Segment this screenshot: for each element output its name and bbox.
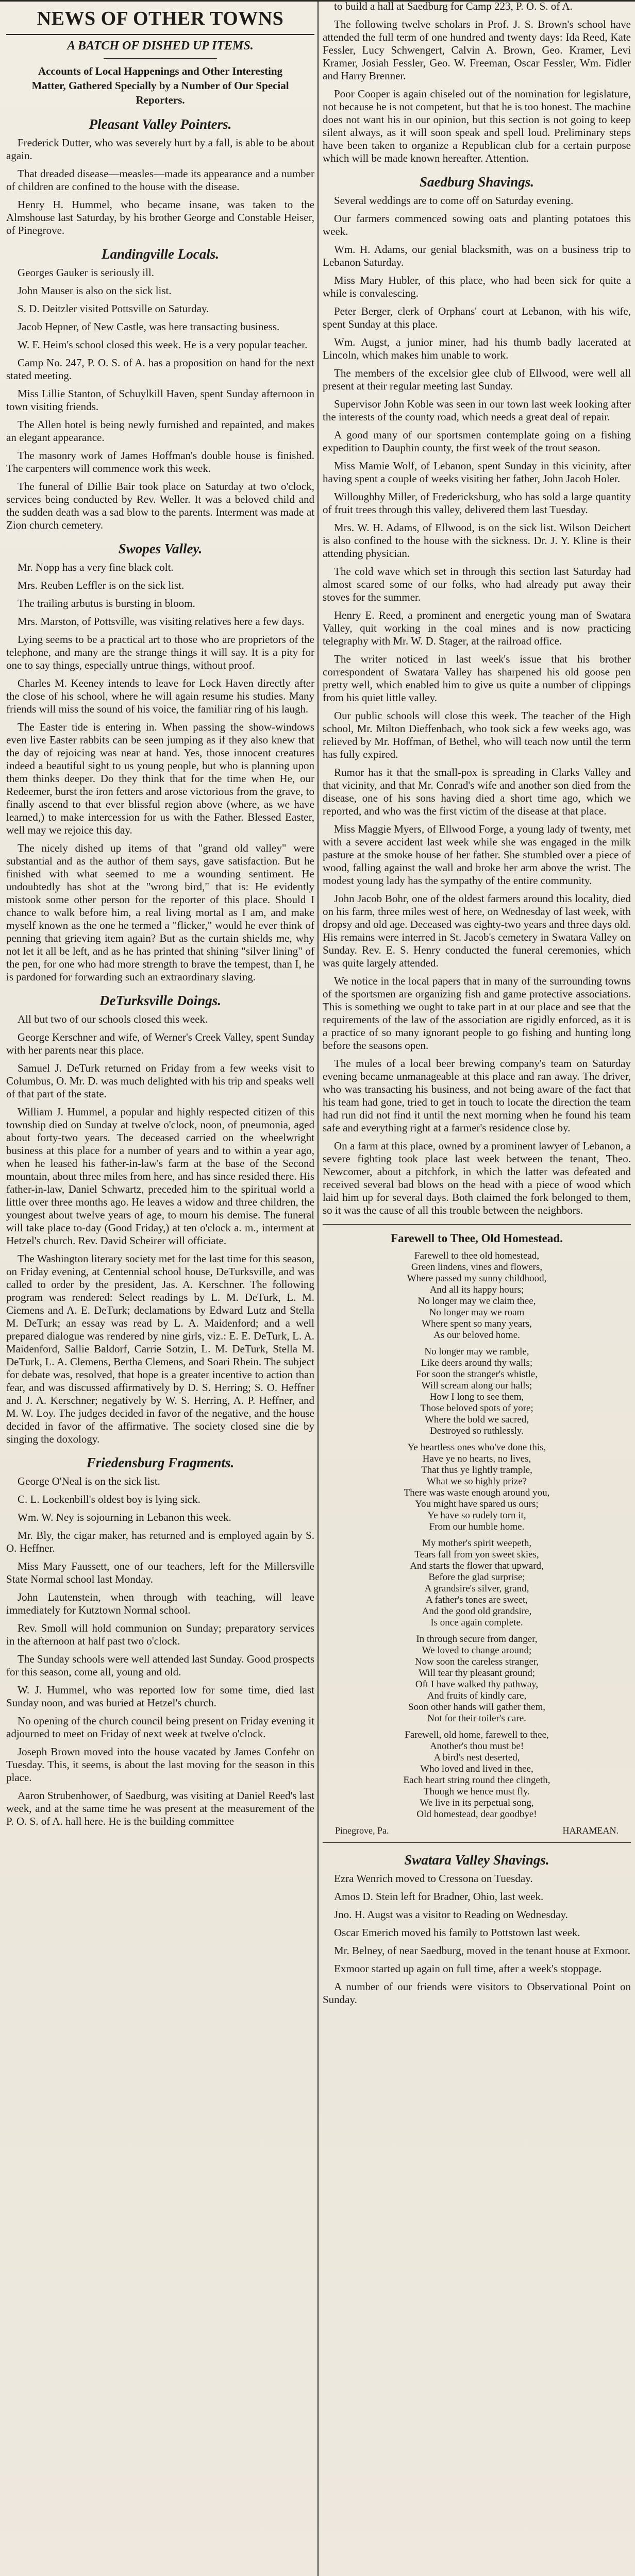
poem-line: Not for their toiler's care. bbox=[427, 1713, 526, 1724]
news-item: A good many of our sportsmen contemplate going on a fishing expedition to Dauphin county, the first week of the trout season. bbox=[323, 429, 631, 454]
swatara-valley-items bbox=[323, 1872, 631, 2006]
news-item: Joseph Brown moved into the house vacated by James Confehr on Tuesday. This, it seems, is about the last moving for the season in this place. bbox=[6, 1745, 314, 1784]
poem bbox=[323, 1224, 631, 1843]
poem-line: Another's thou must be! bbox=[429, 1741, 524, 1752]
news-item: W. J. Hummel, who was reported low for some time, died last Sunday noon, and was buried at Hetzel's church. bbox=[6, 1684, 314, 1709]
poem-line: We loved to change around; bbox=[422, 1645, 532, 1656]
news-item: The Allen hotel is being newly furnished and repainted, and makes an elegant appearance. bbox=[6, 418, 314, 444]
poem-line: No longer may we roam bbox=[429, 1307, 525, 1318]
poem-line: Ye heartless ones who've done this, bbox=[407, 1442, 546, 1453]
news-item: C. L. Lockenbill's oldest boy is lying sick. bbox=[18, 1493, 200, 1505]
poem-line: From our humble home. bbox=[429, 1521, 525, 1532]
news-item: No opening of the church council being present on Friday evening it adjourned to meet on Friday of next week at twelve o'clock. bbox=[6, 1715, 314, 1740]
news-item: Rumor has it that the small-pox is spreading in Clarks Valley and that vicinity, and that Mr. Conrad's wife and another son died from the disease, one of his sons having died a short time ago, which we reported, and who was the first victim of the disease at that place. bbox=[323, 766, 631, 817]
right-column bbox=[323, 0, 631, 2576]
poem-line: How I long to see them, bbox=[429, 1392, 524, 1402]
poem-line: Farewell, old home, farewell to thee, bbox=[405, 1730, 549, 1740]
news-item: George O'Neal is on the sick list. bbox=[18, 1475, 160, 1487]
section-title-landingville-locals: Landingville Locals. bbox=[102, 246, 219, 262]
news-item: Mr. Bly, the cigar maker, has returned and is employed again by S. O. Heffner. bbox=[6, 1529, 314, 1554]
news-item: The members of the excelsior glee club of Ellwood, were well all present at their regular meeting last Sunday. bbox=[323, 367, 631, 392]
news-item: The Washington literary society met for the last time for this season, on Friday evening, at Centennial school house, DeTurksville, and was called to order by the president, Jas. A. Kerschner. The following program was rendered: Select readings by L. M. DeTurk, L. M. Ciemens and A. E. DeTurk; declamations by Edward Lutz and Stella M. DeTurk; an essay was read by L. A. Maidenford; and a well prepared dialogue was rendered by nine girls, viz.: E. E. DeTurk, L. A. Maidenford, Sallie Baldorf, Carrie Sotzin, L. M. DeTurk, Stella M. DeTurk, L. A. Clemens, Bertha Clemens, and Soari Rhein. The subject for debate was, resolved, that hope is a greater incentive to action than fear, and was discussed affirmatively by D. S. Herring; S. O. Heffner and J. A. Kerschner; negatively by W. S. Herring, A. P. Heffner, and M. W. Loy. The judges decided in favor of the negative, and the house decided in favor of the affirmative. The society closed sine die by singing the doxology. bbox=[6, 1252, 314, 1445]
masthead-rule bbox=[6, 34, 314, 35]
news-item: On a farm at this place, owned by a prominent lawyer of Lebanon, a severe fighting took place last week between the tenant, Theo. Newcomer, about a pitchfork, in which the latter was defeated and received several bad blows on the head with a piece of wood which laid him up for several days. Both claimed the fork belonged to them, so it was the cause of all this trouble between the neighbors. bbox=[323, 1140, 631, 1216]
news-item: John Jacob Bohr, one of the oldest farmers around this locality, died on his farm, three miles west of here, on Wednesday of last week, with dropsy and old age. Deceased was eighty-two years and three days old. His remains were interred in St. Jacob's cemetery in Swatara Valley on Sunday. Rev. E. S. Henry conducted the funeral ceremonies, which was quite largely attended. bbox=[323, 892, 631, 969]
deck: Accounts of Local Happenings and Other Interesting Matter, Gathered Specially by a Number of Our Special Reporters. bbox=[31, 65, 289, 106]
poem-author: HARAMEAN. bbox=[562, 1825, 619, 1836]
poem-line: Before the glad surprise; bbox=[428, 1572, 525, 1583]
section-title-saedburg-shavings: Saedburg Shavings. bbox=[419, 174, 534, 190]
poem-line: No longer may we claim thee, bbox=[417, 1296, 536, 1307]
poem-line: As our beloved home. bbox=[433, 1330, 520, 1341]
news-item: to build a hall at Saedburg for Camp 223, P. O. S. of A. bbox=[334, 0, 573, 12]
poem-stanza bbox=[323, 1442, 631, 1533]
poem-line: Now soon the careless stranger, bbox=[414, 1656, 539, 1667]
poem-stanza bbox=[323, 1346, 631, 1437]
poem-stanza bbox=[323, 1538, 631, 1629]
poem-stanza bbox=[323, 1250, 631, 1341]
poem-place: Pinegrove, Pa. bbox=[335, 1825, 389, 1836]
news-item: Miss Mary Faussett, one of our teachers, left for the Millersville State Normal school last Monday. bbox=[6, 1560, 314, 1585]
poem-stanzas bbox=[323, 1250, 631, 1820]
news-item: Mrs. W. H. Adams, of Ellwood, is on the sick list. Wilson Deichert is also confined to the house with the sickness. Dr. J. Y. Kline is their attending physician. bbox=[323, 521, 631, 560]
news-item: That dreaded disease—measles—made its appearance and a number of children are confined to the house with the disease. bbox=[6, 167, 314, 193]
news-item: Mr. Nopp has a very fine black colt. bbox=[18, 561, 174, 573]
news-item: Amos D. Stein left for Bradner, Ohio, last week. bbox=[334, 1890, 544, 1903]
right-top-continuation bbox=[323, 0, 631, 165]
news-item: Miss Mamie Wolf, of Lebanon, spent Sunday in this vicinity, after having spent a couple of weeks visiting her father, John Jacob Holer. bbox=[323, 460, 631, 485]
news-item: Supervisor John Koble was seen in our town last week looking after the interests of the county road, which needs a great deal of repair. bbox=[323, 398, 631, 423]
poem-line: Will scream along our halls; bbox=[421, 1380, 532, 1391]
poem-line: Where passed my sunny childhood, bbox=[407, 1273, 547, 1284]
poem-line: Soon other hands will gather them, bbox=[408, 1702, 545, 1713]
poem-line: A father's tones are sweet, bbox=[425, 1595, 528, 1605]
news-item: The Easter tide is entering in. When passing the show-windows even live Easter rabbits can be seen jumping as if they also knew that the day of rejoicing was near at hand. Yes, those innocent creatures indeed a beautiful sight to us young people, but who is planning upon them thinks deeper. Do they think that for the time when He, our Redeemer, burst the iron fetters and arose victorious from the grave, to finally ascend to that ever blissful region above (where, as we have learned,) to make intercession for us with the Father. Blessed Easter, well may we rejoice this day. bbox=[6, 721, 314, 836]
poem-line: Will tear thy pleasant ground; bbox=[418, 1668, 536, 1679]
news-item: Miss Maggie Myers, of Ellwood Forge, a young lady of twenty, met with a severe accident last week while she was engaged in the milk pasture at the smoke house of her father. She stumbled over a piece of wood, falling against the wall and broke her arm above the wrist. The modest young lady has the sympathy of the entire community. bbox=[323, 823, 631, 887]
column-divider bbox=[318, 0, 319, 2576]
poem-line: Those beloved spots of yore; bbox=[420, 1403, 533, 1414]
left-sections bbox=[6, 116, 314, 1828]
poem-stanza bbox=[323, 1730, 631, 1820]
poem-line: Ye have so rudely torn it, bbox=[427, 1510, 526, 1521]
poem-line: And all its happy hours; bbox=[429, 1284, 524, 1295]
poem-line: Each heart string round thee clingeth, bbox=[403, 1775, 550, 1786]
news-item: Miss Mary Hubler, of this place, who had been sick for quite a while is convalescing. bbox=[323, 274, 631, 299]
section-title-pleasant-valley-pointers: Pleasant Valley Pointers. bbox=[89, 116, 232, 132]
poem-line: Is once again complete. bbox=[430, 1617, 523, 1628]
news-item: George Kerschner and wife, of Werner's Creek Valley, spent Sunday with her parents near this place. bbox=[6, 1031, 314, 1056]
poem-line: Where the bold we sacred, bbox=[424, 1414, 529, 1425]
poem-line: For soon the stranger's whistle, bbox=[415, 1369, 538, 1380]
news-item: Peter Berger, clerk of Orphans' court at Lebanon, with his wife, spent Sunday at this place. bbox=[323, 305, 631, 330]
news-item: The following twelve scholars in Prof. J. S. Brown's school have attended the full term of one hundred and twenty days: Ida Reed, Kate Fessler, Lucy Schwengert, Calvin A. Brown, Geo. Kramer, Levi Kramer, Josiah Fessler, Geo. W. Freeman, Oscar Fessler, Wm. Fidler and Harry Brenner. bbox=[323, 18, 631, 82]
news-item: Willoughby Miller, of Fredericksburg, who has sold a large quantity of fruit trees through this valley, delivered them last Tuesday. bbox=[323, 490, 631, 516]
poem-line: What we so highly prize? bbox=[426, 1476, 527, 1487]
section-title-swopes-valley: Swopes Valley. bbox=[118, 541, 203, 556]
news-item: The Sunday schools were well attended last Sunday. Good prospects for this season, come all, young and old. bbox=[6, 1653, 314, 1678]
news-item: The masonry work of James Hoffman's double house is finished. The carpenters will commence work this week. bbox=[6, 449, 314, 474]
news-item: Wm. Augst, a junior miner, had his thumb badly lacerated at Lincoln, which makes him unable to work. bbox=[323, 336, 631, 361]
news-item: The cold wave which set in through this section last Saturday had almost scared some of our folks, who had already put away their stoves for the summer. bbox=[323, 565, 631, 603]
poem-line: Though we hence must fly. bbox=[423, 1786, 530, 1797]
news-item: John Mauser is also on the sick list. bbox=[18, 284, 172, 297]
poem-line: Destroyed so ruthlessly. bbox=[430, 1426, 524, 1436]
subhead-rule bbox=[104, 58, 217, 59]
news-item: All but two of our schools closed this week. bbox=[18, 1013, 208, 1025]
news-item: Rev. Smoll will hold communion on Sunday; preparatory services in the afternoon at half past two o'clock. bbox=[6, 1622, 314, 1647]
news-item: William J. Hummel, a popular and highly respected citizen of this township died on Sunday at twelve o'clock, noon, of pneumonia, aged about forty-two years. The deceased carried on the wheelwright business at this place for a number of years and to within a year ago, when he leased his father-in-law's farm at the base of the Second mountain, about three miles from here, and has since resided there. His father-in-law, Daniel Schwartz, preceded him to the spiritual world a little over three months ago. He leaves a widow and three children, the youngest about twelve years of age, to mourn his demise. The funeral will take place to-day (Good Friday,) at ten o'clock a. m., interment at Hetzel's church. Rev. David Scheirer will officiate. bbox=[6, 1106, 314, 1247]
news-item: Jno. H. Augst was a visitor to Reading on Wednesday. bbox=[334, 1908, 568, 1921]
poem-line: We live in its perpetual song, bbox=[420, 1798, 534, 1808]
poem-line: A grandsire's silver, grand, bbox=[424, 1583, 529, 1594]
poem-line: Oft I have walked thy pathway, bbox=[415, 1679, 539, 1690]
news-item: The funeral of Dillie Bair took place on Saturday at two o'clock, services being conducted by Rev. Weller. It was a beloved child and the sudden death was a sad blow to the parents. Interment was made at Zion church cemetery. bbox=[6, 480, 314, 531]
poem-line: And starts the flower that upward, bbox=[410, 1561, 544, 1571]
news-item: Lying seems to be a practical art to those who are proprietors of the telephone, and many are the strange things it will say. It is a pity for one to say things, especially untrue things, without proof. bbox=[6, 633, 314, 671]
poem-line: Green lindens, vines and flowers, bbox=[411, 1262, 543, 1273]
news-item: Aaron Strubenhower, of Saedburg, was visiting at Daniel Reed's last week, and at the same time he was present at the measurement of the P. O. S. of A. hall here. He is the building committee bbox=[6, 1789, 314, 1827]
right-sections bbox=[323, 174, 631, 1217]
news-item: Charles M. Keeney intends to leave for Lock Haven directly after the close of his school, where he will again resume his studies. Many friends will miss the sound of his voice, the familiar ring of his laugh. bbox=[6, 677, 314, 715]
poem-signature bbox=[323, 1825, 631, 1836]
poem-line: Like deers around thy walls; bbox=[421, 1358, 533, 1368]
news-item: The trailing arbutus is bursting in bloom. bbox=[18, 597, 195, 609]
news-item: Our farmers commenced sowing oats and planting potatoes this week. bbox=[323, 212, 631, 238]
news-item: The writer noticed in last week's issue that his brother correspondent of Swatara Valley has sharpened his old goose pen pretty well, which enabled him to give us quite a number of clippings from his quiet little valley. bbox=[323, 653, 631, 704]
news-item: Wm. H. Adams, our genial blacksmith, was on a business trip to Lebanon Saturday. bbox=[323, 243, 631, 268]
news-item: Mr. Belney, of near Saedburg, moved in the tenant house at Exmoor. bbox=[334, 1944, 631, 1957]
poem-line: There was waste enough around you, bbox=[404, 1487, 550, 1498]
poem-stanza bbox=[323, 1634, 631, 1724]
news-item: A number of our friends were visitors to Observational Point on Sunday. bbox=[323, 1980, 631, 2006]
news-item: John Lautenstein, when through with teaching, will leave immediately for Kutztown Normal school. bbox=[6, 1591, 314, 1616]
poem-line: That thus ye lightly trample, bbox=[421, 1465, 532, 1476]
poem-line: Farewell to thee old homestead, bbox=[414, 1250, 540, 1261]
news-item: Georges Gauker is seriously ill. bbox=[18, 266, 154, 279]
poem-title: Farewell to Thee, Old Homestead. bbox=[391, 1232, 563, 1245]
news-item: Wm. W. Ney is sojourning in Lebanon this week. bbox=[18, 1511, 231, 1523]
poem-line: Have ye no hearts, no lives, bbox=[422, 1453, 531, 1464]
news-item: Several weddings are to come off on Saturday evening. bbox=[334, 194, 574, 207]
news-item: Miss Lillie Stanton, of Schuylkill Haven, spent Sunday afternoon in town visiting friends. bbox=[6, 387, 314, 413]
section-title-swatara-valley: Swatara Valley Shavings. bbox=[404, 1852, 549, 1868]
news-item: Mrs. Reuben Leffler is on the sick list. bbox=[18, 579, 185, 591]
poem-line: Tears fall from yon sweet skies, bbox=[414, 1549, 539, 1560]
news-item: Henry H. Hummel, who became insane, was taken to the Almshouse last Saturday, by his brother George and Constable Heiser, of Pinegrove. bbox=[6, 198, 314, 236]
poem-line: A bird's nest deserted, bbox=[433, 1752, 520, 1763]
section-title-deturksville-doings: DeTurksville Doings. bbox=[99, 993, 221, 1008]
news-item: W. F. Heim's school closed this week. He is a very popular teacher. bbox=[18, 338, 308, 351]
news-item: We notice in the local papers that in many of the surrounding towns of the sportsmen are organizing fish and game protective associations. This is something we ought to take part in at our place and see that the requirements of the law of the association are rigidly enforced, as it is a practice of so many ignorant people to go fishing and hunting long before the seasons open. bbox=[323, 975, 631, 1052]
news-item: Frederick Dutter, who was severely hurt by a fall, is able to be about again. bbox=[6, 137, 314, 162]
news-item: Samuel J. DeTurk returned on Friday from a few weeks visit to Columbus, O. Mr. D. was much delighted with his trip and speaks well of that part of the state. bbox=[6, 1062, 314, 1100]
left-column bbox=[6, 0, 314, 2576]
poem-line: And fruits of kindly care, bbox=[427, 1690, 527, 1701]
news-item: The nicely dished up items of that "grand old valley" were substantial and as the author of them says, gave satisfaction. But he finished with what seemed to me a wounding sentiment. He undoubtedly has shot at the "wrong bird," that is: He evidently mistook some other person for the reporter of this place. Should I chance to walk before him, a real living mortal as I am, and make myself known as the one he termed a "flicker," would he ever think of penning that grieving item again? But as the curtain shields me, why not let it all be left, and as he has printed that shining "silver lining" of the pen, for one who had more strength to brave the tempest, than I, he is pardoned for forwarding such an extraordinary slaving. bbox=[6, 842, 314, 983]
news-item: Poor Cooper is again chiseled out of the nomination for legislature, not because he is not competent, but that he is too honest. The machine does not want his in our opinion, but this section is not going to keep silent always, as it will soon speak and spell loud. Preliminary steps have been taken to organize a Republican club for a certain purpose which will be made known hereafter. Attention. bbox=[323, 88, 631, 164]
news-item: Mrs. Marston, of Pottsville, was visiting relatives here a few days. bbox=[18, 615, 305, 628]
subhead: A BATCH OF DISHED UP ITEMS. bbox=[67, 39, 254, 53]
news-item: Oscar Emerich moved his family to Pottstown last week. bbox=[334, 1926, 580, 1939]
poem-line: And the good old grandsire, bbox=[422, 1606, 532, 1617]
poem-line: You might have spared us ours; bbox=[415, 1499, 539, 1510]
poem-line: My mother's spirit weepeth, bbox=[422, 1538, 532, 1549]
news-item: S. D. Deitzler visited Pottsville on Saturday. bbox=[18, 302, 209, 315]
news-item: Our public schools will close this week. The teacher of the High school, Mr. Milton Dieffenbach, who took sick a few weeks ago, was relieved by Mr. Hoffman, of Bethel, who will teach now until the term has fully expired. bbox=[323, 709, 631, 760]
poem-line: Where spent so many years, bbox=[422, 1318, 532, 1329]
news-item: Henry E. Reed, a prominent and energetic young man of Swatara Valley, quit working in the coal mines and is now practicing telegraphy with Mr. W. D. Stager, at the railroad office. bbox=[323, 609, 631, 647]
news-item: Camp No. 247, P. O. S. of A. has a proposition on hand for the next stated meeting. bbox=[6, 357, 314, 382]
news-item: Jacob Hepner, of New Castle, was here transacting business. bbox=[18, 320, 280, 333]
news-item: The mules of a local beer brewing company's team on Saturday evening became unmanageable at this place and ran away. The driver, who was transacting his business, and not being aware of the fact that his team had gone, tried to get in touch to locate the direction the team had run did not find it until the next morning when he found his team safe and everything right at a farmer's residence close by. bbox=[323, 1057, 631, 1134]
masthead: NEWS OF OTHER TOWNS bbox=[37, 8, 284, 29]
poem-line: Who loved and lived in thee, bbox=[420, 1764, 533, 1774]
poem-line: In through secure from danger, bbox=[416, 1634, 538, 1645]
section-title-friedensburg-fragments: Friedensburg Fragments. bbox=[86, 1455, 235, 1470]
news-item: Exmoor started up again on full time, after a week's stoppage. bbox=[334, 1962, 602, 1975]
news-item: Ezra Wenrich moved to Cressona on Tuesday. bbox=[334, 1872, 533, 1885]
poem-line: Old homestead, dear goodbye! bbox=[416, 1809, 537, 1820]
poem-line: No longer may we ramble, bbox=[424, 1346, 529, 1357]
